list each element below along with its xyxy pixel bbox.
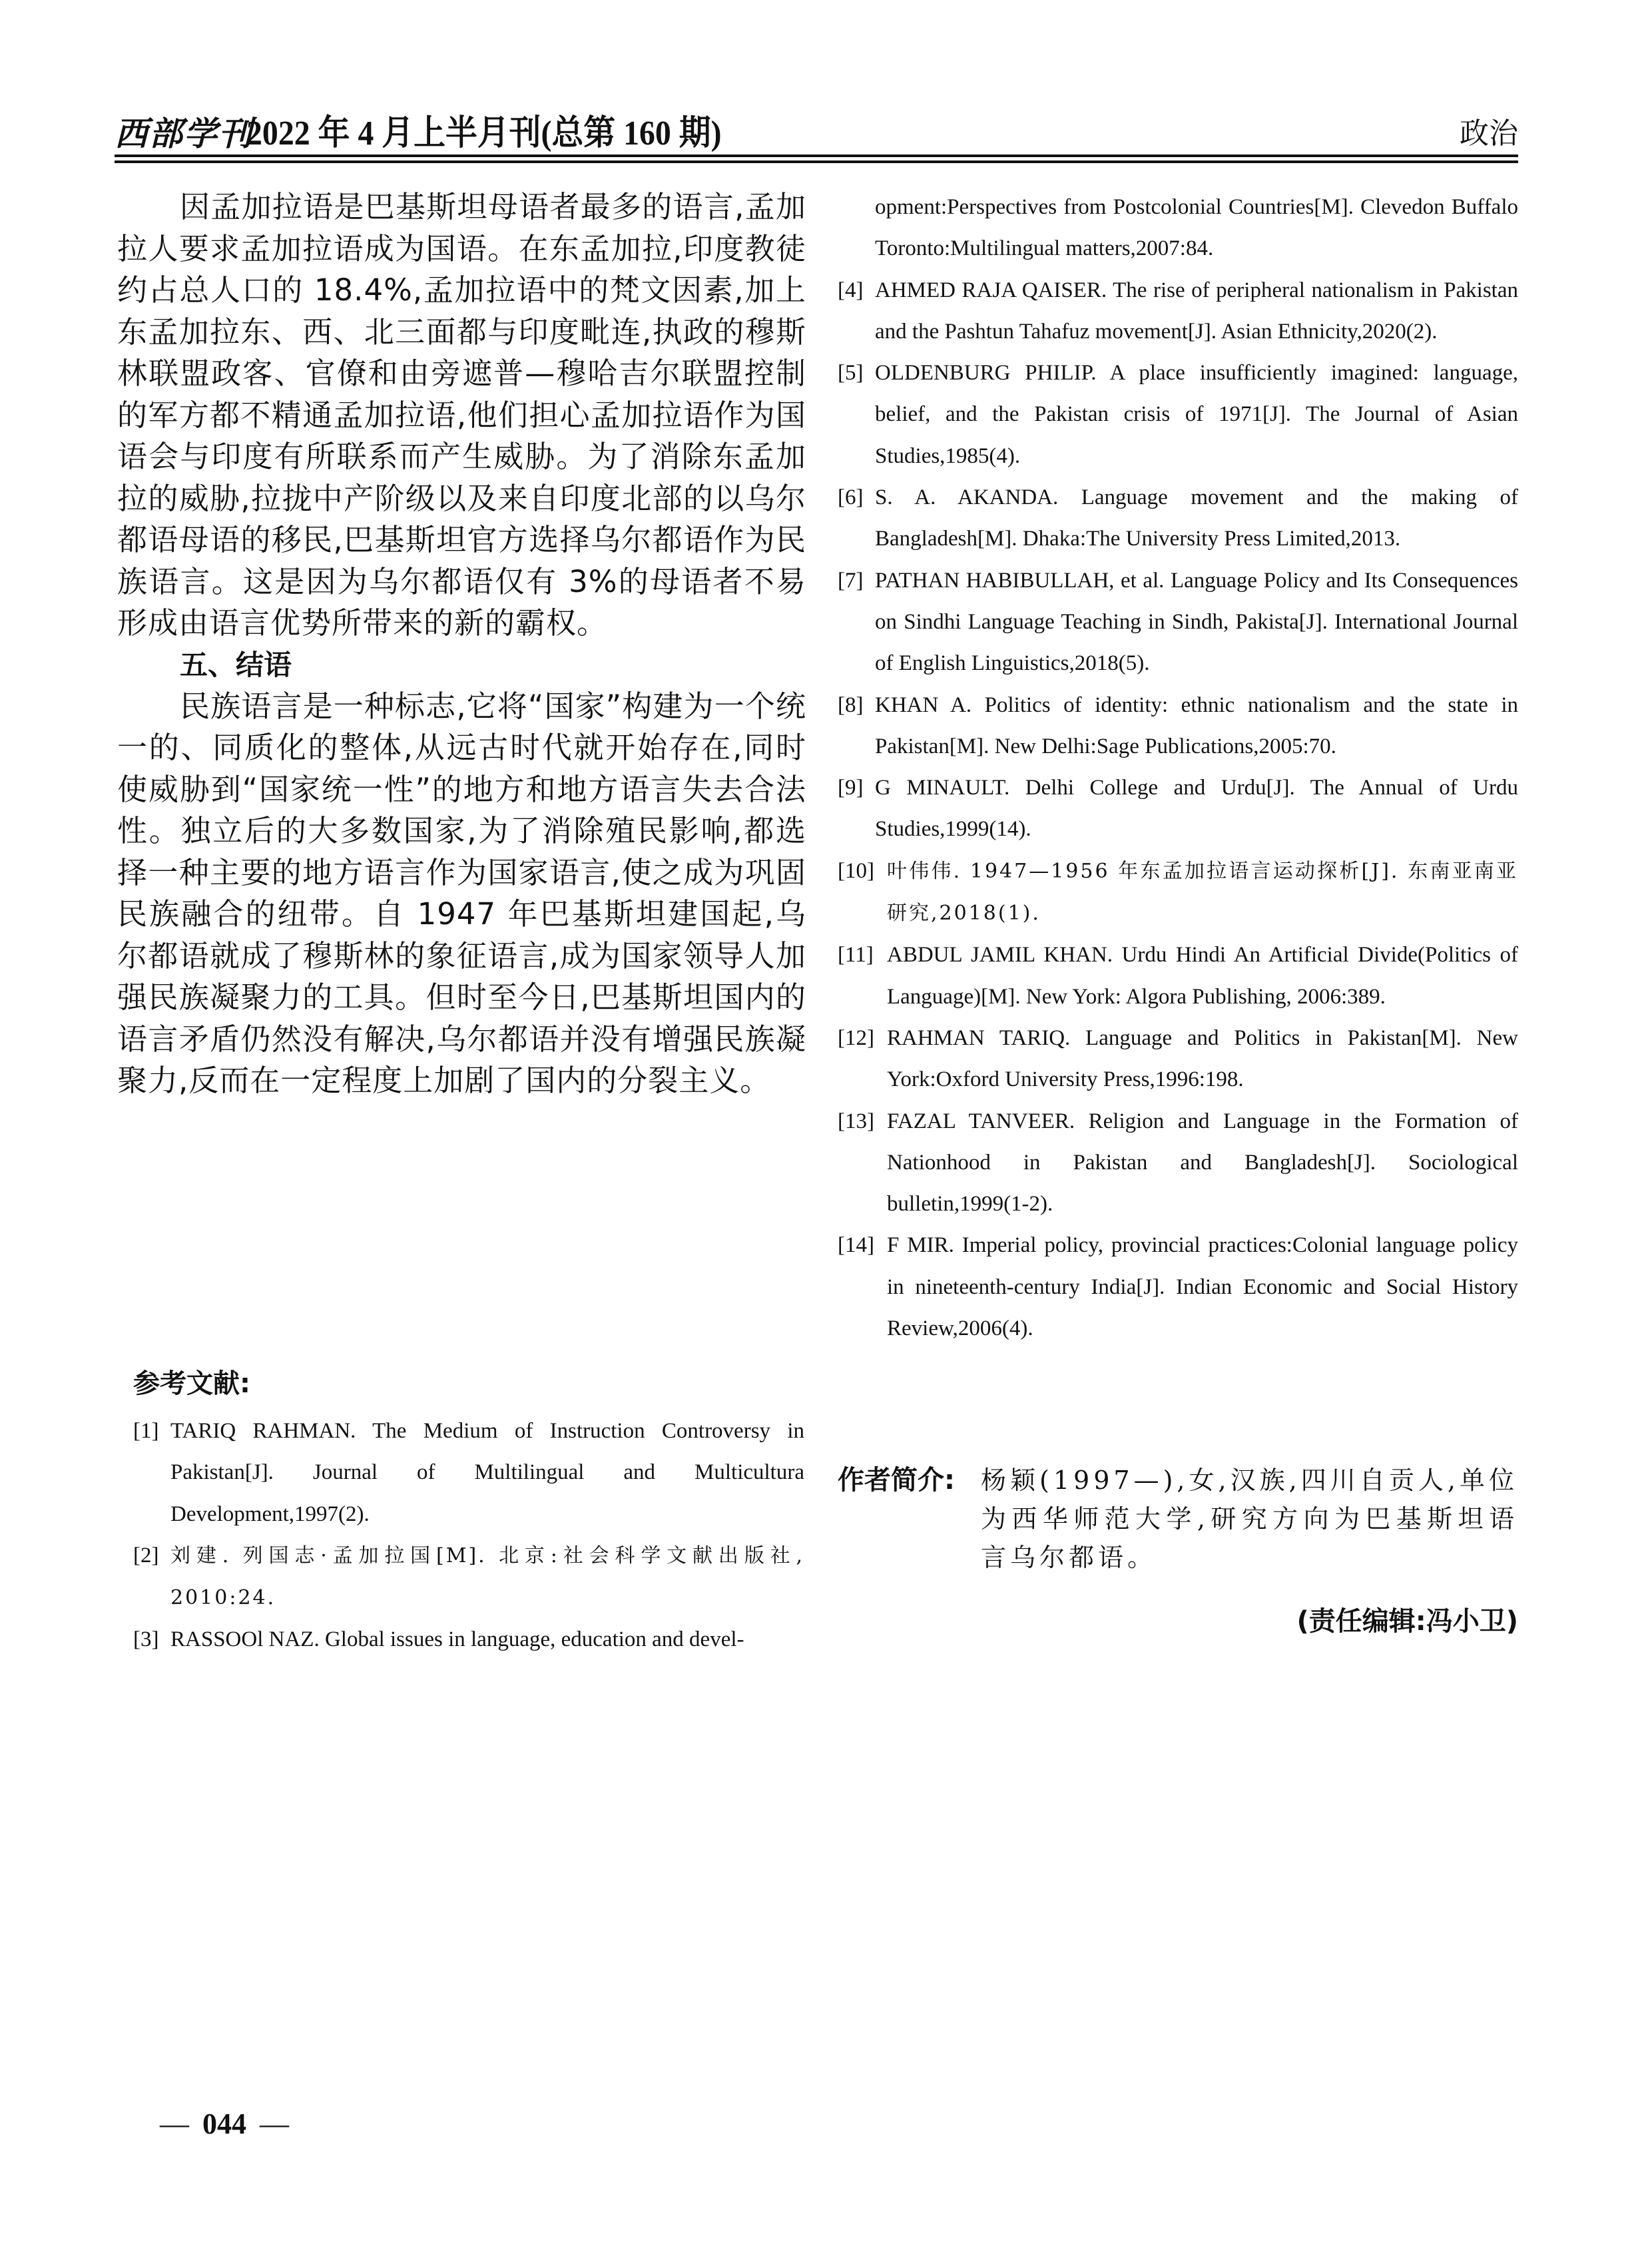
reference-number: [9]: [838, 776, 864, 800]
reference-list-right: [838, 186, 1518, 1349]
reference-number: [13]: [838, 1109, 874, 1133]
reference-item: [133, 1535, 804, 1619]
reference-item: [838, 1101, 1518, 1225]
reference-text: FAZAL TANVEER. Religion and Language in the Formation of Nationhood in Pakistan and Bangladesh[J]. Sociological bulletin,1999(1-2).: [887, 1109, 1518, 1217]
page-number: 044: [202, 2107, 246, 2140]
reference-number: [11]: [838, 943, 874, 968]
reference-number: [10]: [838, 858, 874, 883]
page-header: [115, 112, 1518, 158]
author-bio-text: 杨颖(1997—),女,汉族,四川自贡人,单位为西华师范大学,研究方向为巴基斯坦语言乌尔都语。: [981, 1466, 1518, 1572]
reference-number: [12]: [838, 1025, 874, 1050]
reference-item: [133, 1619, 804, 1660]
header-rule-bottom: [115, 160, 1518, 163]
reference-number: [4]: [838, 278, 864, 302]
reference-text: AHMED RAJA QAISER. The rise of peripheral nationalism in Pakistan and the Pashtun Tahafuz movement[J]. Asian Ethnicity,2020(2).: [875, 278, 1518, 344]
reference-text: TARIQ RAHMAN. The Medium of Instruction Controversy in Pakistan[J]. Journal of Multilingual and Multicultura Development,1997(2).: [170, 1419, 804, 1526]
reference-item: [838, 1225, 1518, 1349]
reference-item: [838, 767, 1518, 850]
author-bio: [838, 1461, 1518, 1577]
page-number-footer: [146, 2104, 302, 2144]
reference-number: [3]: [133, 1627, 159, 1652]
left-column: [117, 186, 806, 1102]
reference-item: [838, 270, 1518, 353]
journal-masthead-logo: 西部学刊: [115, 114, 253, 153]
reference-number: [7]: [838, 568, 864, 593]
reference-item: [133, 1410, 804, 1535]
reference-item: [838, 477, 1518, 560]
reference-item: [838, 1017, 1518, 1101]
reference-text: S. A. AKANDA. Language movement and the making of Bangladesh[M]. Dhaka:The University Press Limited,2013.: [875, 485, 1518, 551]
reference-item: [838, 560, 1518, 685]
reference-text: OLDENBURG PHILIP. A place insufficiently imagined: language, belief, and the Pakistan crisis of 1971[J]. The Journal of Asian Studies,1985(4).: [875, 361, 1518, 468]
reference-item: [838, 685, 1518, 768]
reference-number: [2]: [133, 1543, 159, 1567]
issue-info: 2022 年 4 月上半月刊(总第 160 期): [246, 115, 722, 152]
responsible-editor: (责任编辑:冯小卫): [1296, 1606, 1518, 1637]
reference-item: [838, 934, 1518, 1017]
body-paragraph: 民族语言是一种标志,它将“国家”构建为一个统一的、同质化的整体,从远古时代就开始存在,同时使威胁到“国家统一性”的地方和地方语言失去合法性。独立后的大多数国家,为了消除殖民影响,都选择一种主要的地方语言作为国家语言,使之成为巩固民族融合的纽带。自 1947 年巴基斯坦建国起,乌尔都语就成了穆斯林的象征语言,成为国家领导人加强民族凝聚力的工具。但时至今日,巴基斯坦国内的语言矛盾仍然没有解决,乌尔都语并没有增强民族凝聚力,反而在一定程度上加剧了国内的分裂主义。: [117, 688, 806, 1098]
dash-right: —: [260, 2107, 289, 2140]
reference-text: 叶伟伟. 1947—1956 年东孟加拉语言运动探析[J]. 东南亚南亚研究,2018(1).: [887, 859, 1518, 926]
reference-text: opment:Perspectives from Postcolonial Countries[M]. Clevedon Buffalo Toronto:Multilingual matters,2007:84.: [875, 195, 1518, 261]
reference-item: [838, 352, 1518, 477]
reference-text: RAHMAN TARIQ. Language and Politics in Pakistan[M]. New York:Oxford University Press,1996:198.: [887, 1025, 1518, 1092]
body-paragraph: 因孟加拉语是巴基斯坦母语者最多的语言,孟加拉人要求孟加拉语成为国语。在东孟加拉,印度教徒约占总人口的 18.4%,孟加拉语中的梵文因素,加上东孟加拉东、西、北三面都与印度毗连,执政的穆斯林联盟政客、官僚和由旁遮普—穆哈吉尔联盟控制的军方都不精通孟加拉语,他们担心孟加拉语作为国语会与印度有所联系而产生威胁。为了消除东孟加拉的威胁,拉拢中产阶级以及来自印度北部的以乌尔都语母语的移民,巴基斯坦官方选择乌尔都语作为民族语言。这是因为乌尔都语仅有 3%的母语者不易形成由语言优势所带来的新的霸权。: [117, 189, 806, 641]
reference-item: [838, 850, 1518, 935]
reference-text: KHAN A. Politics of identity: ethnic nationalism and the state in Pakistan[M]. New Delhi:Sage Publications,2005:70.: [875, 693, 1518, 758]
section-heading: 五、结语: [180, 648, 292, 681]
reference-number: [5]: [838, 361, 864, 386]
section-label: 政治: [1460, 117, 1518, 150]
reference-list-left: [133, 1410, 804, 1661]
reference-text: G MINAULT. Delhi College and Urdu[J]. The Annual of Urdu Studies,1999(14).: [875, 776, 1518, 842]
author-bio-label: 作者简介:: [838, 1465, 955, 1496]
header-rule-top: [115, 154, 1518, 157]
reference-text: F MIR. Imperial policy, provincial practices:Colonial language policy in nineteenth-century India[J]. Indian Economic and Social History Review,2006(4).: [887, 1233, 1518, 1341]
reference-number: [6]: [838, 485, 864, 510]
reference-number: [8]: [838, 693, 864, 717]
reference-number: [1]: [133, 1419, 159, 1443]
reference-text: PATHAN HABIBULLAH, et al. Language Policy and Its Consequences on Sindhi Language Teaching in Sindh, Pakista[J]. International Journal of English Linguistics,2018(5).: [875, 568, 1518, 676]
reference-item-continued: [838, 186, 1518, 270]
references-heading: 参考文献:: [133, 1368, 250, 1399]
reference-text: 刘建. 列国志·孟加拉国[M]. 北京:社会科学文献出版社, 2010:24.: [170, 1543, 804, 1610]
dash-left: —: [160, 2107, 189, 2140]
reference-text: ABDUL JAMIL KHAN. Urdu Hindi An Artificial Divide(Politics of Language)[M]. New York: Algora Publishing, 2006:389.: [887, 943, 1518, 1009]
reference-number: [14]: [838, 1233, 874, 1258]
reference-text: RASSOOl NAZ. Global issues in language, education and devel-: [170, 1627, 744, 1652]
